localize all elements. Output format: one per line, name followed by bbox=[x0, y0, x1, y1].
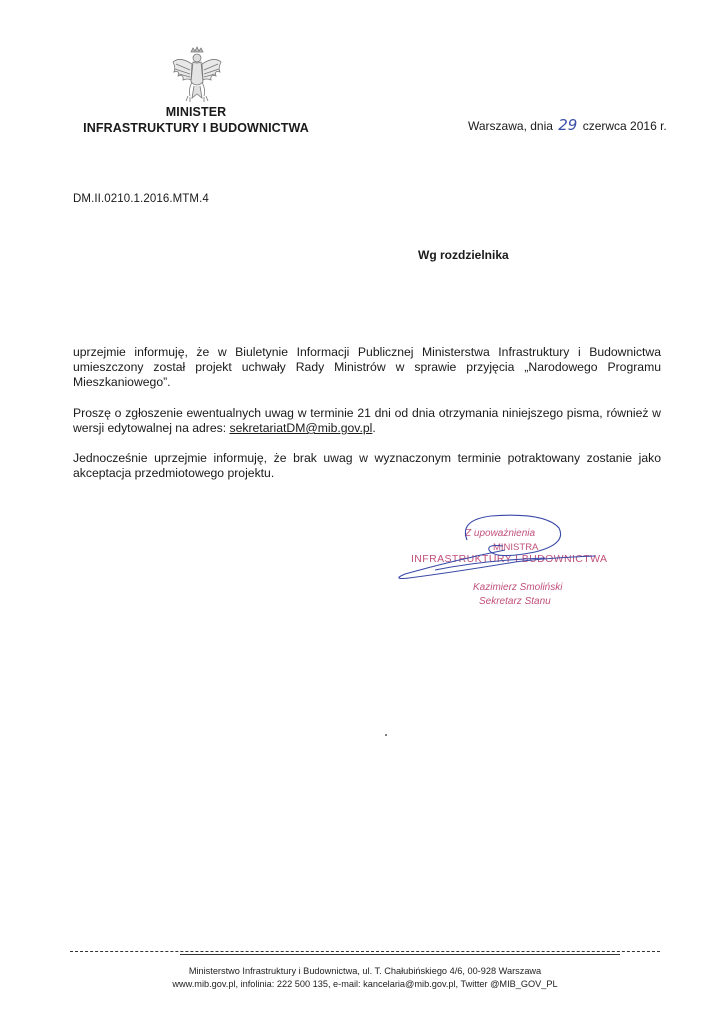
footer-divider-2 bbox=[180, 954, 620, 955]
paragraph-2-end: . bbox=[372, 421, 376, 435]
month-year: czerwca 2016 r. bbox=[582, 119, 667, 133]
authority-line-2: INFRASTRUKTURY I BUDOWNICTWA bbox=[83, 121, 309, 135]
place-and-date bbox=[468, 116, 667, 134]
stamp-name: Kazimierz Smoliński bbox=[473, 582, 563, 593]
stamp-line-3: INFRASTRUKTURY I BUDOWNICTWA bbox=[411, 553, 607, 565]
stamp-role: Sekretarz Stanu bbox=[479, 596, 551, 607]
authority-title bbox=[60, 104, 332, 136]
email-link[interactable]: sekretariatDM@mib.gov.pl bbox=[229, 421, 373, 435]
paragraph-3: Jednocześnie uprzejmie informuję, że brak uwag w wyznaczonym terminie potraktowany zostanie jako akceptacja przedmiotowego projektu. bbox=[73, 451, 661, 480]
footer-contact: www.mib.gov.pl, infolinia: 222 500 135, e-mail: kancelaria@mib.gov.pl, Twitter @MIB_GOV_PL bbox=[172, 979, 558, 989]
stamp-line-1: Z upoważnienia bbox=[465, 528, 536, 539]
authority-line-1: MINISTER bbox=[165, 105, 227, 119]
dot-mark bbox=[385, 734, 387, 736]
signature-stamp bbox=[395, 510, 615, 620]
paragraph-2 bbox=[73, 406, 661, 436]
eagle-emblem-icon bbox=[170, 46, 224, 104]
handwritten-day: 29 bbox=[558, 116, 578, 134]
case-number: DM.II.0210.1.2016.MTM.4 bbox=[73, 193, 209, 205]
paragraph-2-text: Proszę o zgłoszenie ewentualnych uwag w terminie 21 dni od dnia otrzymania niniejszego pisma, również w wersji edytowalnej na adres: bbox=[73, 406, 661, 435]
place-prefix: Warszawa, dnia bbox=[468, 119, 553, 133]
paragraph-1: uprzejmie informuję, że w Biuletynie Informacji Publicznej Ministerstwa Infrastruktury i Budownictwa umieszczony został projekt uchwały Rady Ministrów w sprawie przyjęcia „Narodowego Programu Mieszkaniowego”. bbox=[73, 345, 661, 389]
footer-address: Ministerstwo Infrastruktury i Budownictwa, ul. T. Chałubińskiego 4/6, 00-928 Warszawa bbox=[188, 966, 542, 976]
footer bbox=[60, 965, 670, 991]
footer-divider bbox=[70, 951, 660, 952]
stamp-line-2: MINISTRA bbox=[493, 542, 539, 553]
recipient: Wg rozdzielnika bbox=[418, 248, 509, 262]
